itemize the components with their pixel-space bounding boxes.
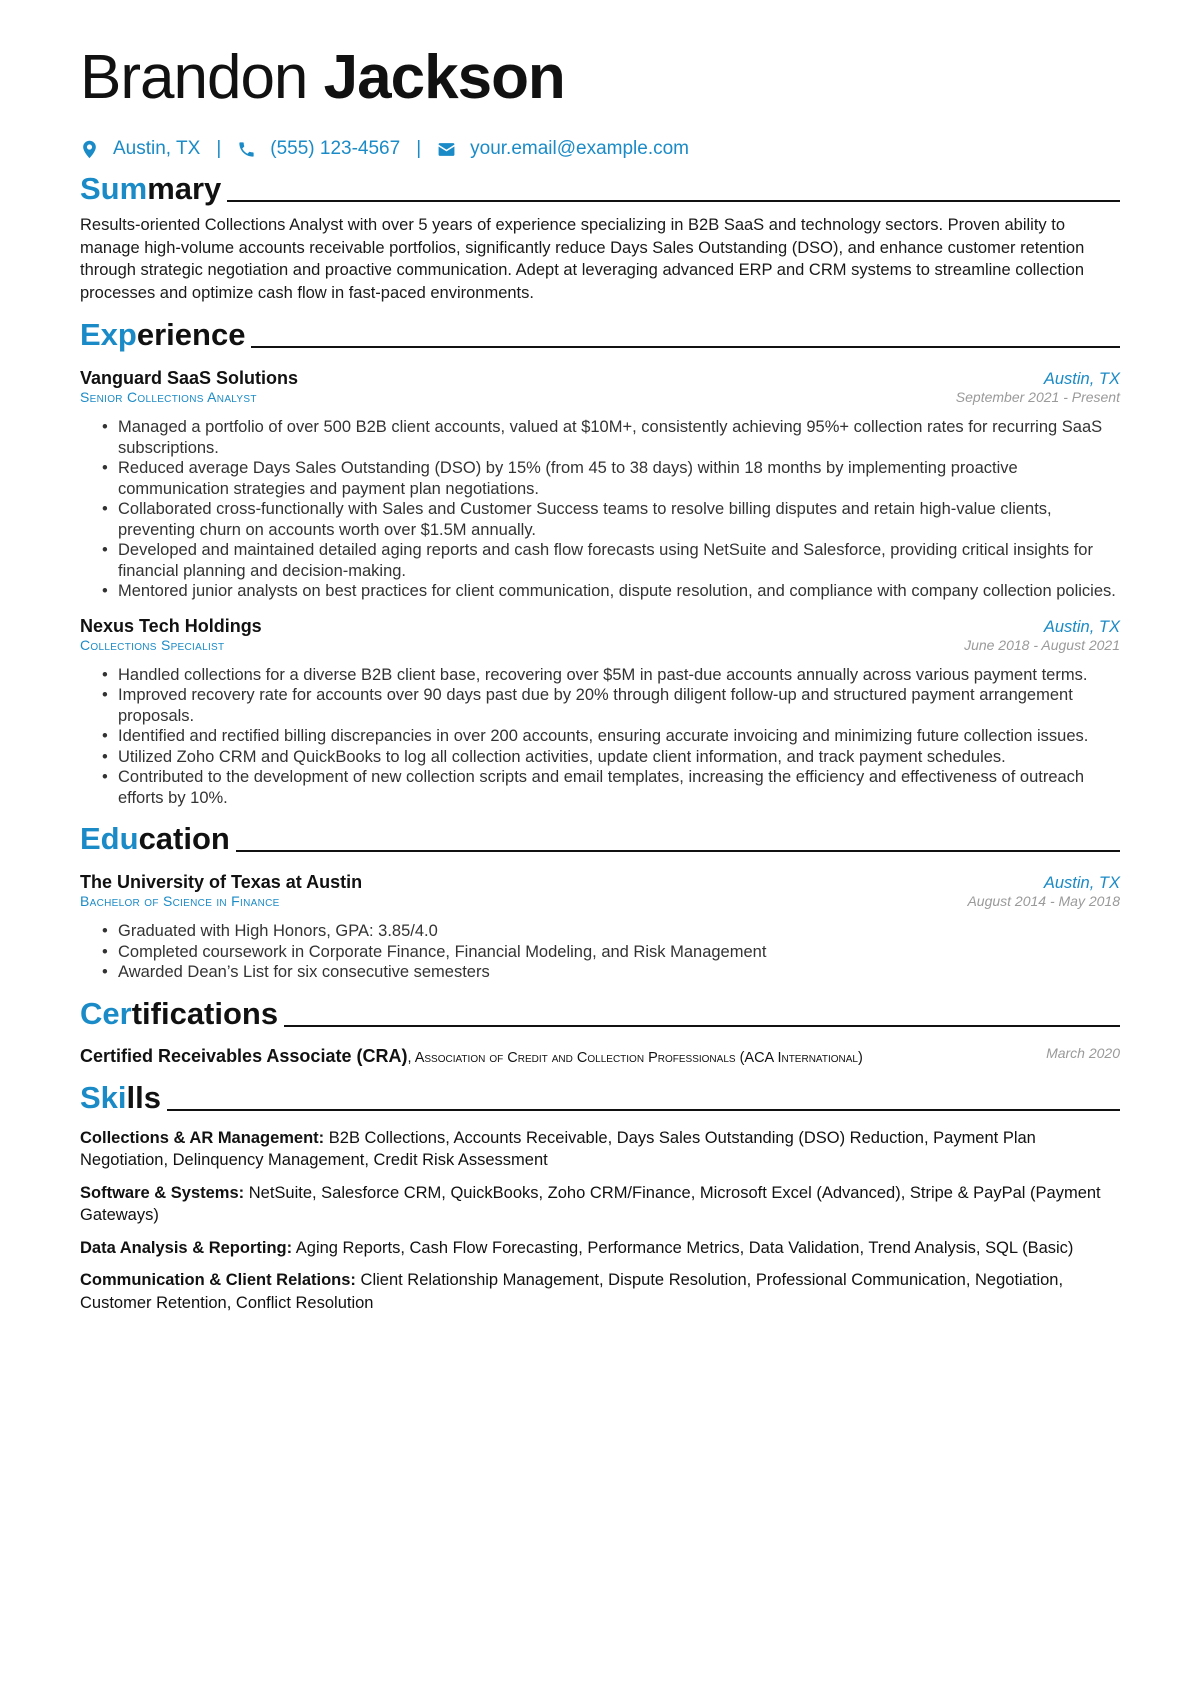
skill-group — [80, 1269, 1120, 1314]
list-item: • Graduated with High Honors, GPA: 3.85/4.0 — [118, 921, 1120, 942]
section-divider — [167, 1109, 1120, 1111]
skills-heading: Skills — [80, 1079, 161, 1115]
list-item: • Awarded Dean’s List for six consecutive semesters — [118, 962, 1120, 983]
company-name: Vanguard SaaS Solutions — [80, 368, 299, 388]
degree: Bachelor of Science in Finance — [80, 893, 280, 909]
job-location: Austin, TX — [1043, 617, 1120, 636]
certification-name: Certified Receivables Associate (CRA) — [80, 1045, 408, 1066]
skill-category: Collections & AR Management: — [80, 1128, 325, 1147]
job-bullets — [80, 417, 1120, 602]
skill-group — [80, 1127, 1120, 1172]
first-name: Brandon — [80, 43, 308, 112]
education-section-heading — [80, 820, 1120, 858]
skill-list: B2B Collections, Accounts Receivable, Days Sales Outstanding (DSO) Reduction, Payment Plan Negotiation, Delinquency Management, Credit Risk Assessment — [80, 1128, 1036, 1169]
certification-entry — [80, 1045, 1120, 1069]
job-location: Austin, TX — [1043, 370, 1120, 388]
envelope-icon — [437, 140, 456, 159]
job-dates: September 2021 - Present — [955, 389, 1120, 405]
contact-separator: | — [216, 138, 222, 159]
education-heading: Education — [80, 821, 230, 856]
list-item: • Utilized Zoho CRM and QuickBooks to log all collection activities, update client information, and track payment schedules. — [118, 747, 1120, 768]
list-item: • Developed and maintained detailed aging reports and cash flow forecasts using NetSuite and Salesforce, providing critical insights for financial planning and decision-making. — [118, 540, 1120, 581]
experience-heading: Experience — [80, 317, 246, 352]
phone-link[interactable] — [237, 138, 400, 160]
job-dates: June 2018 - August 2021 — [964, 636, 1120, 653]
phone-icon — [237, 140, 256, 159]
job-entry — [80, 616, 1120, 809]
contact-separator: | — [416, 138, 422, 159]
experience-section-heading — [80, 316, 1120, 354]
phone-text: (555) 123-4567 — [270, 138, 401, 159]
location-item — [80, 138, 200, 160]
job-title: Collections Specialist — [80, 636, 225, 653]
candidate-name — [80, 40, 1120, 116]
location-text: Austin, TX — [113, 138, 201, 159]
skill-list: NetSuite, Salesforce CRM, QuickBooks, Zoho CRM/Finance, Microsoft Excel (Advanced), Stripe & PayPal (Payment Gateways) — [80, 1183, 1101, 1224]
email-link[interactable] — [437, 138, 689, 160]
skill-group — [80, 1182, 1120, 1227]
section-divider — [236, 850, 1120, 852]
list-item: • Managed a portfolio of over 500 B2B client accounts, valued at $10M+, consistently achieving 95%+ collection rates for recurring SaaS subscriptions. — [118, 417, 1120, 458]
summary-heading: Summary — [80, 171, 222, 206]
email-text: your.email@example.com — [470, 138, 689, 159]
list-item: • Collaborated cross-functionally with Sales and Customer Success teams to resolve billing disputes and retain high-value clients, preventing churn on accounts worth over $1.5M annually. — [118, 499, 1120, 540]
job-entry — [80, 368, 1120, 602]
certification-date: March 2020 — [1046, 1044, 1120, 1061]
list-item: • Reduced average Days Sales Outstanding (DSO) by 15% (from 45 to 38 days) within 18 months by implementing proactive communication strategies and payment plan negotiations. — [118, 458, 1120, 499]
list-item: • Handled collections for a diverse B2B client base, recovering over $5M in past-due accounts annually across various payment terms. — [118, 665, 1120, 686]
skills-section-heading — [80, 1079, 1120, 1117]
list-item: • Improved recovery rate for accounts over 90 days past due by 20% through diligent follow-up and structured payment arrangement proposals. — [118, 685, 1120, 726]
list-item: • Mentored junior analysts on best practices for client communication, dispute resolution, and compliance with company collection policies. — [118, 581, 1120, 602]
skill-group — [80, 1237, 1120, 1260]
school-name: The University of Texas at Austin — [80, 872, 363, 892]
job-title: Senior Collections Analyst — [80, 389, 257, 405]
last-name: Jackson — [323, 43, 565, 112]
skill-list: Client Relationship Management, Dispute Resolution, Professional Communication, Negotiation, Customer Retention, Conflict Resolution — [80, 1271, 1064, 1312]
certifications-section-heading — [80, 995, 1120, 1033]
location-pin-icon — [80, 140, 99, 159]
list-item: • Completed coursework in Corporate Finance, Financial Modeling, and Risk Management — [118, 942, 1120, 963]
section-divider — [227, 200, 1120, 202]
section-divider — [284, 1025, 1120, 1027]
company-name: Nexus Tech Holdings — [80, 615, 262, 636]
skill-category: Software & Systems: — [80, 1183, 245, 1202]
education-entry — [80, 872, 1120, 983]
skill-list: Aging Reports, Cash Flow Forecasting, Performance Metrics, Data Validation, Trend Analysis, SQL (Basic) — [292, 1238, 1074, 1257]
education-dates: August 2014 - May 2018 — [967, 893, 1120, 909]
contact-bar — [80, 136, 1120, 162]
certification-issuer: , Association of Credit and Collection Professionals (ACA International) — [407, 1049, 863, 1066]
summary-text: Results-oriented Collections Analyst with over 5 years of experience specializing in B2B SaaS and technology sectors. Proven ability to manage high-volume accounts receivable portfolios, significantly reduce Days Sales Outstanding (DSO), and enhance customer retention through strategic negotiation and proactive communication. Adept at leveraging advanced ERP and CRM systems to streamline collection processes and optimize cash flow in fast-paced environments. — [80, 216, 1085, 302]
skill-category: Data Analysis & Reporting: — [80, 1238, 293, 1257]
summary-section-heading — [80, 170, 1120, 208]
resume-page — [80, 40, 1120, 1314]
list-item: • Identified and rectified billing discrepancies in over 200 accounts, ensuring accurate invoicing and minimizing future collection issues. — [118, 726, 1120, 747]
section-divider — [251, 346, 1120, 348]
certifications-heading: Certifications — [80, 995, 279, 1031]
school-location: Austin, TX — [1043, 874, 1120, 892]
list-item: • Contributed to the development of new collection scripts and email templates, increasing the efficiency and effectiveness of outreach efforts by 10%. — [118, 767, 1120, 808]
job-bullets — [80, 665, 1120, 809]
education-bullets — [80, 921, 1120, 983]
skill-category: Communication & Client Relations: — [80, 1271, 356, 1289]
